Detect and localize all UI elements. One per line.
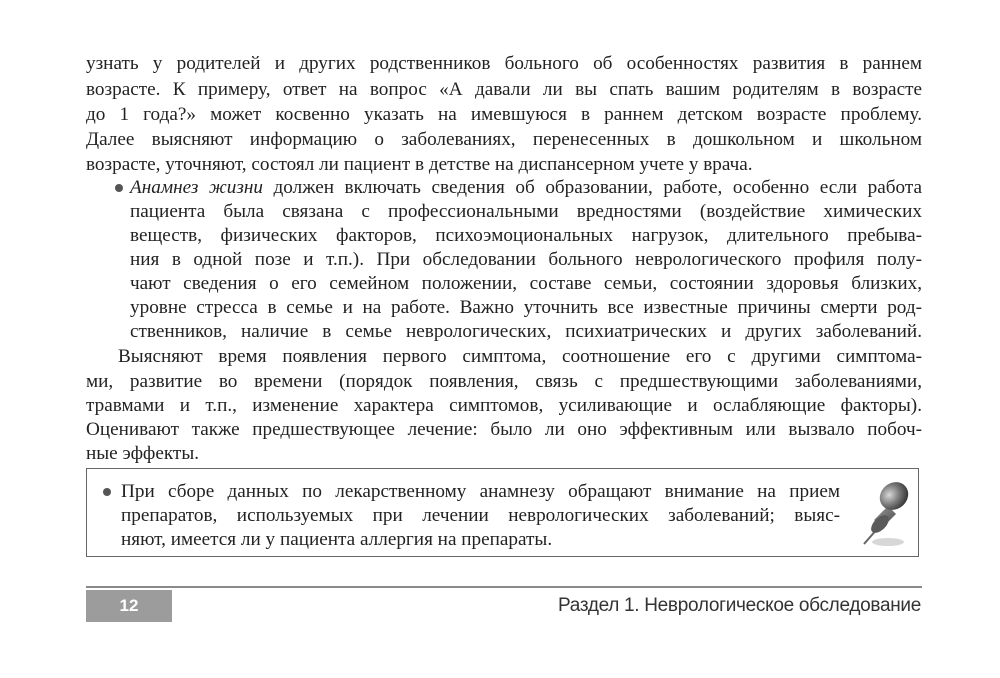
text-line: до 1 года?» может косвенно указать на имевшуюся в раннем детском возрасте проблему. xyxy=(86,104,922,125)
text-line xyxy=(130,176,922,200)
footer-rule xyxy=(86,586,922,588)
text-run: должен включать сведения об образовании, работе, особенно если работа xyxy=(262,177,922,198)
text-line: ственников, наличие в семье неврологических, психиатрических и других заболеваний. xyxy=(130,321,922,342)
text-line: пациента была связана с профессиональными вредностями (воздействие химических xyxy=(130,201,922,222)
text-line: ные эффекты. xyxy=(86,443,200,464)
push-pin-icon xyxy=(852,476,912,548)
text-line: чают сведения о его семейном положении, составе семьи, состоянии здоровья близких, xyxy=(130,273,922,294)
bullet-icon xyxy=(115,184,123,192)
term-life-history: Анамнез жизни xyxy=(130,177,263,198)
text-line: ми, развитие во времени (порядок появления, связь с предшествующими заболеваниями, xyxy=(86,371,922,392)
text-line: возрасте. К примеру, ответ на вопрос «А давали ли вы спать вашим родителям в возрасте xyxy=(86,79,922,100)
text-line: ния в одной позе и т.п.). При обследовании больного неврологического профиля полу- xyxy=(130,249,922,270)
note-line: препаратов, используемых при лечении неврологических заболеваний; выяс- xyxy=(121,505,840,526)
text-line: Далее выясняют информацию о заболеваниях, перенесенных в дошкольном и школьном xyxy=(86,129,922,150)
text-line: Выясняют время появления первого симптома, соотношение его с другими симптома- xyxy=(118,346,922,367)
text-line: уровне стресса в семье и на работе. Важно уточнить все известные причины смерти род- xyxy=(130,297,922,318)
note-line: При сборе данных по лекарственному анамнезу обращают внимание на прием xyxy=(121,481,840,502)
text-line: травмами и т.п., изменение характера симптомов, усиливающие и ослабляющие факторы). xyxy=(86,395,922,416)
bullet-icon xyxy=(103,488,111,496)
text-line: веществ, физических факторов, психоэмоциональных нагрузок, длительного пребыва- xyxy=(130,225,922,246)
text-line: узнать у родителей и других родственников больного об особенностях развития в раннем xyxy=(86,53,922,74)
note-line: няют, имеется ли у пациента аллергия на препараты. xyxy=(121,529,553,550)
text-line: возрасте, уточняют, состоял ли пациент в детстве на диспансерном учете у врача. xyxy=(86,154,753,175)
page-number: 12 xyxy=(86,590,172,622)
text-line: Оценивают также предшествующее лечение: было ли оно эффективным или вызвало побоч- xyxy=(86,419,922,440)
running-head: Раздел 1. Неврологическое обследование xyxy=(558,595,921,616)
